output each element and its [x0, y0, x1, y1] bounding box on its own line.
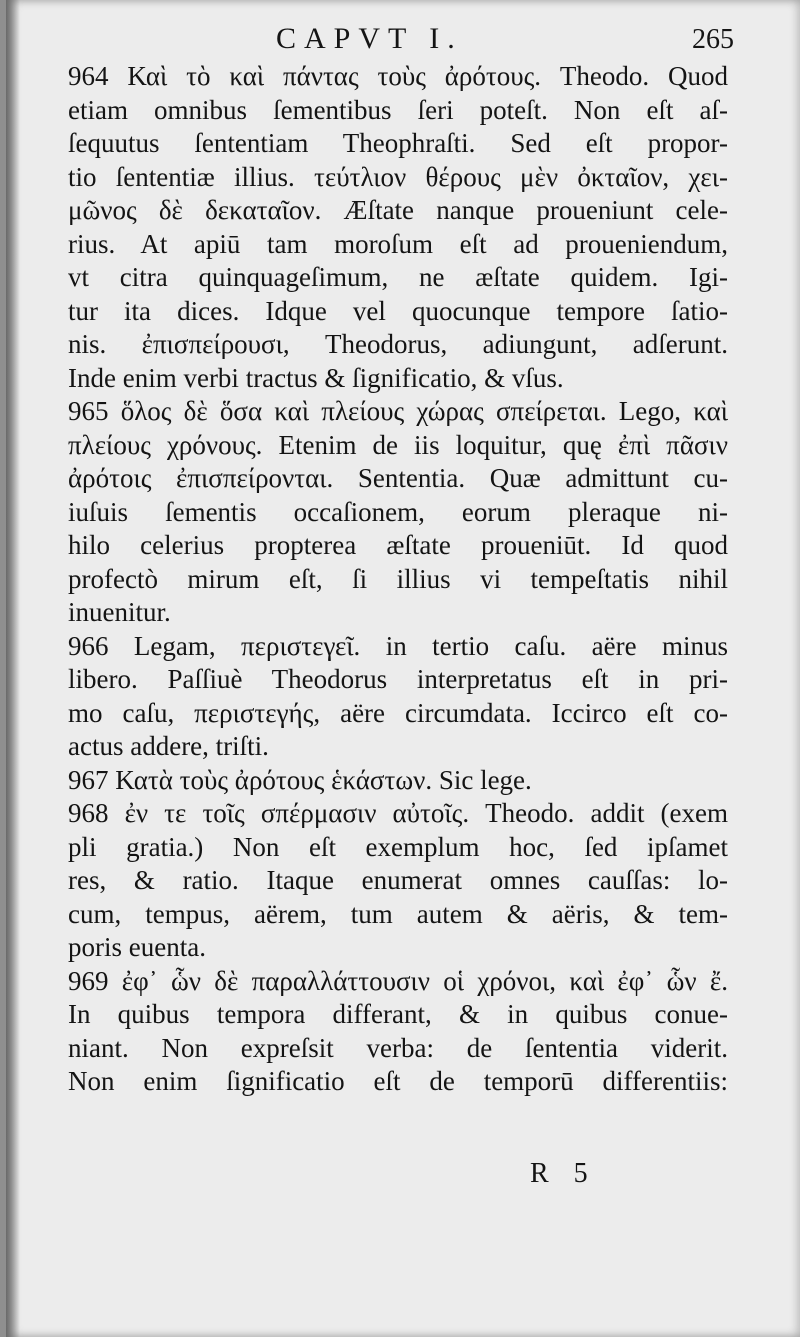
text-line: mo caſu, περιστεγής, aëre circumdata. Iccirco eſt co- — [68, 697, 728, 728]
text-line: libero. Paſſiuè Theodorus interpretatus eſt in pri- — [68, 664, 728, 694]
text-line: tur ita dices. Idque vel quocunque tempore ſatio- — [68, 295, 728, 326]
text-line: In quibus tempora differant, & in quibus conue- — [68, 999, 728, 1029]
text-line: 967 Κατὰ τοὺς ἀρότους ἑκάστων. Sic lege. — [68, 764, 532, 795]
text-line: πλείους χρόνους. Etenim de iis loquitur, quę ἐπὶ πᾶσιν — [68, 429, 728, 460]
text-line: niant. Non expreſsit verba: de ſententia viderit. — [68, 1032, 728, 1063]
text-line: etiam omnibus ſementibus ſeri poteſt. Non eſt aſ- — [68, 94, 728, 125]
text-line: 964 Καὶ τὸ καὶ πάντας τοὺς ἀρότους. Theodo. Quod — [68, 61, 728, 91]
text-line: iuſuis ſementis occaſionem, eorum pleraque ni- — [68, 496, 728, 527]
text-line: Inde enim verbi tractus & ſignificatio, & vſus. — [68, 362, 564, 393]
text-line: cum, tempus, aërem, tum autem & aëris, & tem- — [68, 898, 728, 929]
text-line: hilo celerius propterea æſtate proueniūt. Id quod — [68, 530, 728, 560]
text-line: actus addere, triſti. — [68, 731, 269, 761]
text-line: pli gratia.) Non eſt exemplum hoc, ſed ipſamet — [68, 831, 728, 862]
text-line: ſequutus ſententiam Theophraſti. Sed eſt propor- — [68, 128, 728, 158]
text-line: rius. At apiū tam moroſum eſt ad proueniendum, — [68, 228, 728, 259]
page-number: 265 — [692, 24, 734, 55]
text-line: tio ſententiæ illius. τεύτλιον θέρους μὲν ὀκταῖον, χει- — [68, 161, 728, 192]
text-line: ἀρότοις ἐπισπείρονται. Sententia. Quæ admittunt cu- — [68, 463, 728, 493]
text-line: res, & ratio. Itaque enumerat omnes cauſſas: lo- — [68, 865, 728, 895]
book-page — [6, 0, 800, 1337]
text-line: μῶνος δὲ δεκαταῖον. Æſtate nanque proueniunt cele- — [68, 195, 728, 225]
body-text — [68, 60, 728, 1099]
text-line: Non enim ſignificatio eſt de temporū differentiis: — [68, 1066, 728, 1096]
spine-shadow — [6, 0, 20, 1337]
text-line: inuenitur. — [68, 597, 171, 627]
running-title: CAPVT I. — [276, 22, 463, 55]
text-line: 968 ἐν τε τοῖς σπέρμασιν αὐτοῖς. Theodo. addit (exem — [68, 798, 728, 828]
text-line: 966 Legam, περιστεγεῖ. in tertio caſu. aëre minus — [68, 630, 728, 661]
text-line: vt citra quinquageſimum, ne æſtate quidem. Igi- — [68, 262, 728, 292]
text-line: nis. ἐπισπείρουσι, Theodorus, adiungunt, adſerunt. — [68, 329, 728, 359]
page-header — [64, 22, 734, 62]
text-line: 965 ὅλος δὲ ὅσα καὶ πλείους χώρας σπείρεται. Lego, καὶ — [68, 396, 728, 426]
text-line: profectò mirum eſt, ſi illius vi tempeſtatis nihil — [68, 563, 728, 594]
signature-mark: R 5 — [530, 1158, 588, 1189]
text-line: 969 ἐφ᾽ ὧν δὲ παραλλάττουσιν οἱ χρόνοι, καὶ ἐφ᾽ ὧν ἔ. — [68, 965, 728, 996]
text-line: poris euenta. — [68, 932, 206, 962]
